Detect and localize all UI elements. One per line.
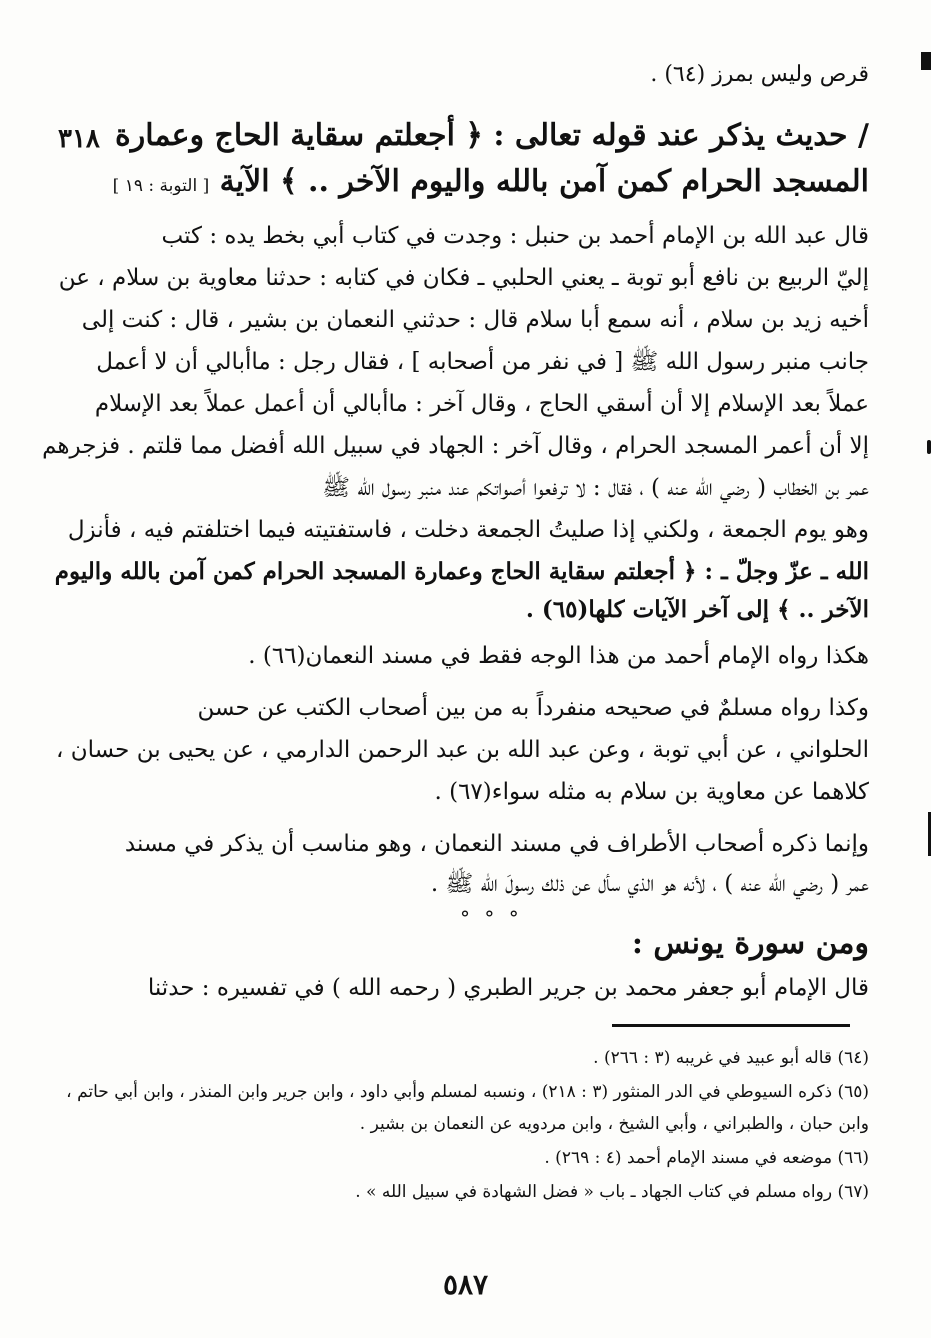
footnote-separator: [612, 1024, 850, 1027]
body-line: الله ـ عزّ وجلّ ـ : ﴿ أجعلتم سقاية الحاج وعمارة المسجد الحرام كمن آمن بالله واليوم: [54, 558, 869, 585]
body-line: عملاً بعد الإسلام إلا أن أسقي الحاج ، وقال آخر : ماأبالي أن أعمل عملاً بعد الإسلام: [94, 391, 869, 417]
body-line: الآخر .. ﴾ إلى آخر الآيات كلها(٦٥) .: [525, 596, 869, 623]
body-line: جانب منبر رسول الله ﷺ [ في نفر من أصحابه ] ، فقال رجل : ماأبالي أن لا أعمل: [96, 349, 869, 375]
footnote: (٦٥) ذكره السيوطي في الدر المنثور (٣ : ٢١٨) ، ونسبه لمسلم وأبي داود ، وابن جرير وابن المنذر ، وابن أبي حاتم ،: [66, 1082, 869, 1102]
hadith-heading-line-2: [113, 164, 869, 199]
surah-reference: [ التوبة : ١٩ ]: [112, 176, 210, 196]
body-line: إليّ الربيع بن نافع أبو توبة ـ يعني الحلبي ـ فكان في كتابه : حدثنا معاوية بن سلام ، عن: [58, 265, 869, 291]
side-page-reference: ٣١٨: [58, 124, 100, 154]
body-line: وهو يوم الجمعة ، ولكني إذا صليتُ الجمعة دخلت ، فاستفتيته فيما اختلفتم فيه ، فأنزل: [67, 517, 869, 543]
section-first-line: قال الإمام أبو جعفر محمد بن جرير الطبري ( رحمه الله ) في تفسيره : حدثنا: [147, 975, 869, 1001]
hadith-heading-text: المسجد الحرام كمن آمن بالله واليوم الآخر .. ﴾ الآية: [219, 164, 869, 199]
hadith-heading-line-1: / حديث يذكر عند قوله تعالى : ﴿ أجعلتم سقاية الحاج وعمارة: [114, 118, 869, 153]
scan-edge-mark: [921, 52, 931, 70]
muslim-narration-line: كلاهما عن معاوية بن سلام به مثله سواء(٦٧) .: [434, 779, 869, 805]
section-divider-ornament: ° ° °: [460, 906, 523, 930]
body-line: قال عبد الله بن الإمام أحمد بن حنبل : وجدت في كتاب أبي بخط يده : كتب: [161, 223, 869, 249]
body-line: إلا أن أعمر المسجد الحرام ، وقال آخر : الجهاد في سبيل الله أفضل مما قلتم . فزجرهم: [42, 433, 869, 459]
body-line: أخيه زيد بن سلام ، أنه سمع أبا سلام قال : حدثني النعمان بن بشير ، قال : كنت إلى: [81, 307, 869, 333]
footnote: (٦٦) موضعه في مسند الإمام أحمد (٤ : ٢٦٩) .: [544, 1148, 869, 1168]
page-number: ٥٨٧: [442, 1268, 489, 1301]
atraf-note-line: عمر ( رضي الله عنه ) ، لأنه هو الذي سأل عن ذلك رسولَ الله ﷺ .: [430, 871, 869, 897]
footnote: وابن حبان ، والطبراني ، وأبي الشيخ ، وابن مردويه عن النعمان بن بشير .: [359, 1114, 869, 1134]
footnote: (٦٧) رواه مسلم في كتاب الجهاد ـ باب « فضل الشهادة في سبيل الله » .: [355, 1182, 869, 1202]
body-line: عمر بن الخطاب ( رضي الله عنه ) ، فقال : لا ترفعوا أصواتكم عند منبر رسول الله ﷺ: [322, 475, 869, 501]
section-title: ومن سورة يونس :: [631, 926, 869, 961]
footnote: (٦٤) قاله أبو عبيد في غريبه (٣ : ٢٦٦) .: [593, 1048, 869, 1068]
muslim-narration-line: وكذا رواه مسلمٌ في صحيحه منفرداً به من بين أصحاب الكتب عن حسن: [197, 695, 869, 721]
scan-edge-mark: [927, 440, 931, 454]
atraf-note-line: وإنما ذكره أصحاب الأطراف في مسند النعمان ، وهو مناسب أن يذكر في مسند: [124, 831, 869, 857]
muslim-narration-line: الحلواني ، عن أبي توبة ، وعن عبد الله بن عبد الرحمن الدارمي ، عن يحيى بن حسان ،: [56, 737, 869, 763]
paragraph-ahmad-narration: هكذا رواه الإمام أحمد من هذا الوجه فقط في مسند النعمان(٦٦) .: [248, 643, 869, 669]
running-header: قرص وليس بمرز (٦٤) .: [650, 62, 869, 87]
